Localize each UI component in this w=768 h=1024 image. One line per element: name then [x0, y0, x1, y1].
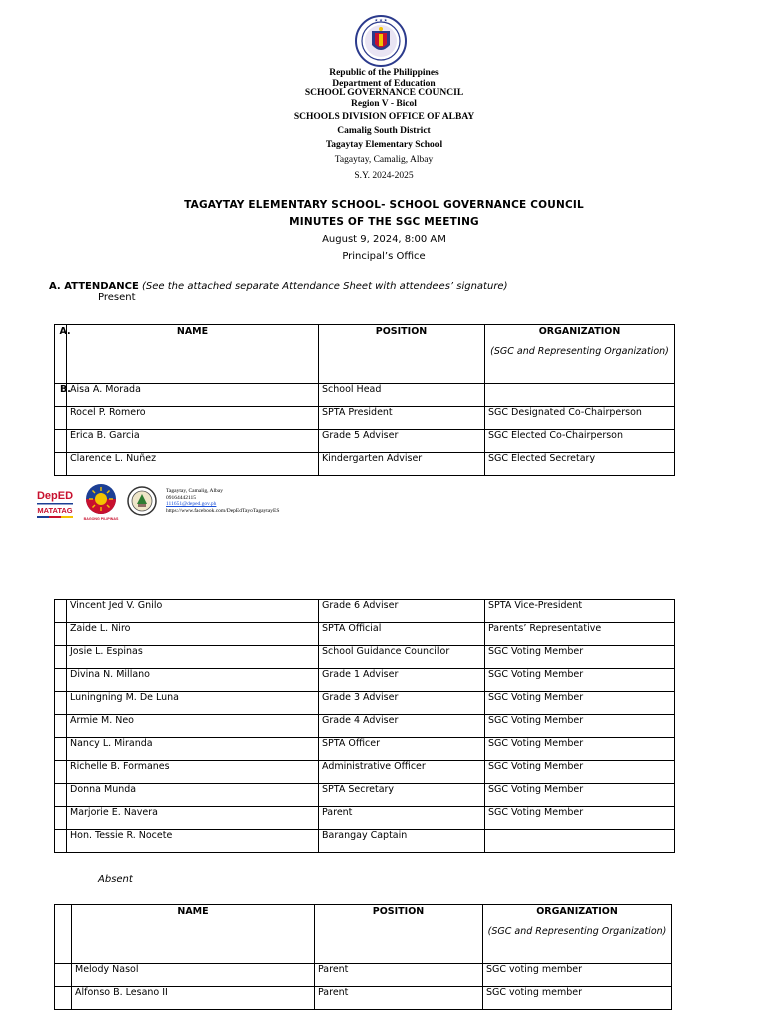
member-name: Vincent Jed V. Gnilo: [67, 600, 319, 623]
member-organization: SGC Voting Member: [485, 738, 675, 761]
header-school-year: S.Y. 2024-2025: [354, 171, 414, 181]
member-organization: SGC Voting Member: [485, 807, 675, 830]
name-header: NAME: [72, 905, 315, 964]
member-position: Parent: [315, 987, 483, 1010]
organization-header-sub: (SGC and Representing Organization): [490, 346, 669, 357]
member-organization: SGC voting member: [483, 987, 672, 1010]
table-row: [55, 430, 675, 453]
member-position: SPTA Official: [319, 623, 485, 646]
meeting-date: August 9, 2024, 8:00 AM: [322, 234, 446, 245]
row-marker-b: B.: [55, 384, 67, 407]
footer-contact: [166, 488, 279, 514]
position-header: POSITION: [319, 325, 485, 384]
member-position: Grade 4 Adviser: [319, 715, 485, 738]
table-row: [55, 600, 675, 623]
document-subtitle: MINUTES OF THE SGC MEETING: [289, 216, 479, 228]
member-organization: SGC Designated Co-Chairperson: [485, 407, 675, 430]
member-name: Alfonso B. Lesano II: [72, 987, 315, 1010]
row-marker: [55, 600, 67, 623]
row-marker: [55, 807, 67, 830]
member-organization: SGC voting member: [483, 964, 672, 987]
member-organization: SGC Elected Co-Chairperson: [485, 430, 675, 453]
member-name: Divina N. Millano: [67, 669, 319, 692]
member-position: School Guidance Councilor: [319, 646, 485, 669]
member-position: SPTA President: [319, 407, 485, 430]
organization-header-label: ORGANIZATION: [536, 906, 618, 917]
member-organization: SPTA Vice-President: [485, 600, 675, 623]
organization-header-label: ORGANIZATION: [538, 326, 621, 337]
row-marker: [55, 646, 67, 669]
svg-text:★ ★ ★: ★ ★ ★: [374, 17, 388, 23]
deped-seal-icon: [355, 15, 407, 67]
member-position: Administrative Officer: [319, 761, 485, 784]
member-name: Marjorie E. Navera: [67, 807, 319, 830]
table-header-row: [55, 325, 675, 384]
table-row: [55, 692, 675, 715]
header-district: Camalig South District: [337, 126, 431, 136]
attendance-label: A. ATTENDANCE: [49, 281, 139, 292]
member-name: Zaide L. Niro: [67, 623, 319, 646]
member-name: Luningning M. De Luna: [67, 692, 319, 715]
attendance-heading: [49, 281, 507, 292]
school-seal-icon: [127, 486, 157, 516]
document-title: TAGAYTAY ELEMENTARY SCHOOL- SCHOOL GOVERNANCE COUNCIL: [184, 199, 584, 211]
row-marker: [55, 905, 72, 964]
row-marker-a: A.: [55, 325, 67, 384]
member-organization: SGC Voting Member: [485, 646, 675, 669]
position-header: POSITION: [315, 905, 483, 964]
row-marker: [55, 964, 72, 987]
member-organization: Parents’ Representative: [485, 623, 675, 646]
present-table-2: [54, 599, 675, 853]
header-school: Tagaytay Elementary School: [325, 140, 443, 150]
present-label: Present: [98, 292, 136, 303]
name-header: NAME: [67, 325, 319, 384]
member-organization: SGC Voting Member: [485, 669, 675, 692]
row-marker: [55, 715, 67, 738]
member-name: Josie L. Espinas: [67, 646, 319, 669]
table-row: [55, 646, 675, 669]
header-republic: Republic of the Philippines: [329, 68, 439, 78]
bagong-pilipinas-text: BAGONG PILIPINAS: [83, 517, 119, 521]
organization-header-sub: (SGC and Representing Organization): [487, 926, 667, 937]
member-name: Erica B. Garcia: [67, 430, 319, 453]
member-name: Richelle B. Formanes: [67, 761, 319, 784]
member-name: Rocel P. Romero: [67, 407, 319, 430]
member-name: Hon. Tessie R. Nocete: [67, 830, 319, 853]
row-marker: [55, 430, 67, 453]
member-name: Melody Nasol: [72, 964, 315, 987]
bagong-pilipinas-logo: [81, 482, 121, 522]
member-organization: [485, 384, 675, 407]
header-region: Region V - Bicol: [351, 99, 417, 109]
member-position: Barangay Captain: [319, 830, 485, 853]
row-marker: [55, 692, 67, 715]
member-position: School Head: [319, 384, 485, 407]
member-position: Grade 5 Adviser: [319, 430, 485, 453]
header-council: SCHOOL GOVERNANCE COUNCIL: [304, 88, 464, 98]
present-table-1: [54, 324, 675, 476]
member-position: SPTA Secretary: [319, 784, 485, 807]
row-marker: [55, 987, 72, 1010]
member-organization: [485, 830, 675, 853]
organization-header: [483, 905, 672, 964]
table-row: [55, 784, 675, 807]
row-marker: [55, 453, 67, 476]
table-row: [55, 407, 675, 430]
table-row: [55, 761, 675, 784]
table-row: [55, 830, 675, 853]
table-row: [55, 964, 672, 987]
matatag-text: MATATAG: [37, 506, 73, 515]
member-name: Nancy L. Miranda: [67, 738, 319, 761]
member-organization: SGC Voting Member: [485, 692, 675, 715]
meeting-venue: Principal’s Office: [342, 251, 426, 262]
footer-facebook-link[interactable]: https://www.facebook.com/DepEdTayoTagaytayES: [166, 507, 280, 514]
table-header-row: [55, 905, 672, 964]
member-position: Grade 1 Adviser: [319, 669, 485, 692]
header-department: Department of Education: [332, 79, 436, 89]
table-row: [55, 453, 675, 476]
table-row: [55, 807, 675, 830]
table-row: [55, 623, 675, 646]
member-name: Aisa A. Morada: [67, 384, 319, 407]
absent-label: Absent: [98, 874, 133, 885]
absent-table: [54, 904, 672, 1010]
row-marker: [55, 830, 67, 853]
member-position: SPTA Officer: [319, 738, 485, 761]
row-marker: [55, 761, 67, 784]
member-organization: SGC Voting Member: [485, 761, 675, 784]
row-marker: [55, 669, 67, 692]
table-row: [55, 738, 675, 761]
row-marker: [55, 738, 67, 761]
row-marker: [55, 784, 67, 807]
member-position: Parent: [315, 964, 483, 987]
row-marker: [55, 407, 67, 430]
member-position: Grade 6 Adviser: [319, 600, 485, 623]
deped-matatag-logo: [35, 484, 75, 520]
member-name: Donna Munda: [67, 784, 319, 807]
header-division: SCHOOLS DIVISION OFFICE OF ALBAY: [293, 112, 475, 122]
organization-header: [485, 325, 675, 384]
member-position: Parent: [319, 807, 485, 830]
table-row: [55, 669, 675, 692]
footer-address: Tagaytay, Camalig, Albay: [166, 488, 223, 494]
member-organization: SGC Voting Member: [485, 784, 675, 807]
row-marker: [55, 623, 67, 646]
member-organization: SGC Elected Secretary: [485, 453, 675, 476]
table-row: [55, 987, 672, 1010]
member-position: Kindergarten Adviser: [319, 453, 485, 476]
footer-phone: 09164442115: [166, 494, 197, 501]
member-position: Grade 3 Adviser: [319, 692, 485, 715]
header-address: Tagaytay, Camalig, Albay: [334, 155, 434, 165]
attendance-note: (See the attached separate Attendance Sheet with attendees’ signature): [142, 281, 508, 292]
deped-logo-text: DepED: [36, 490, 74, 502]
member-organization: SGC Voting Member: [485, 715, 675, 738]
table-row: [55, 715, 675, 738]
member-name: Armie M. Neo: [67, 715, 319, 738]
table-row: [55, 384, 675, 407]
footer-email-link[interactable]: 111651@deped.gov.ph: [166, 501, 217, 507]
member-name: Clarence L. Nuñez: [67, 453, 319, 476]
